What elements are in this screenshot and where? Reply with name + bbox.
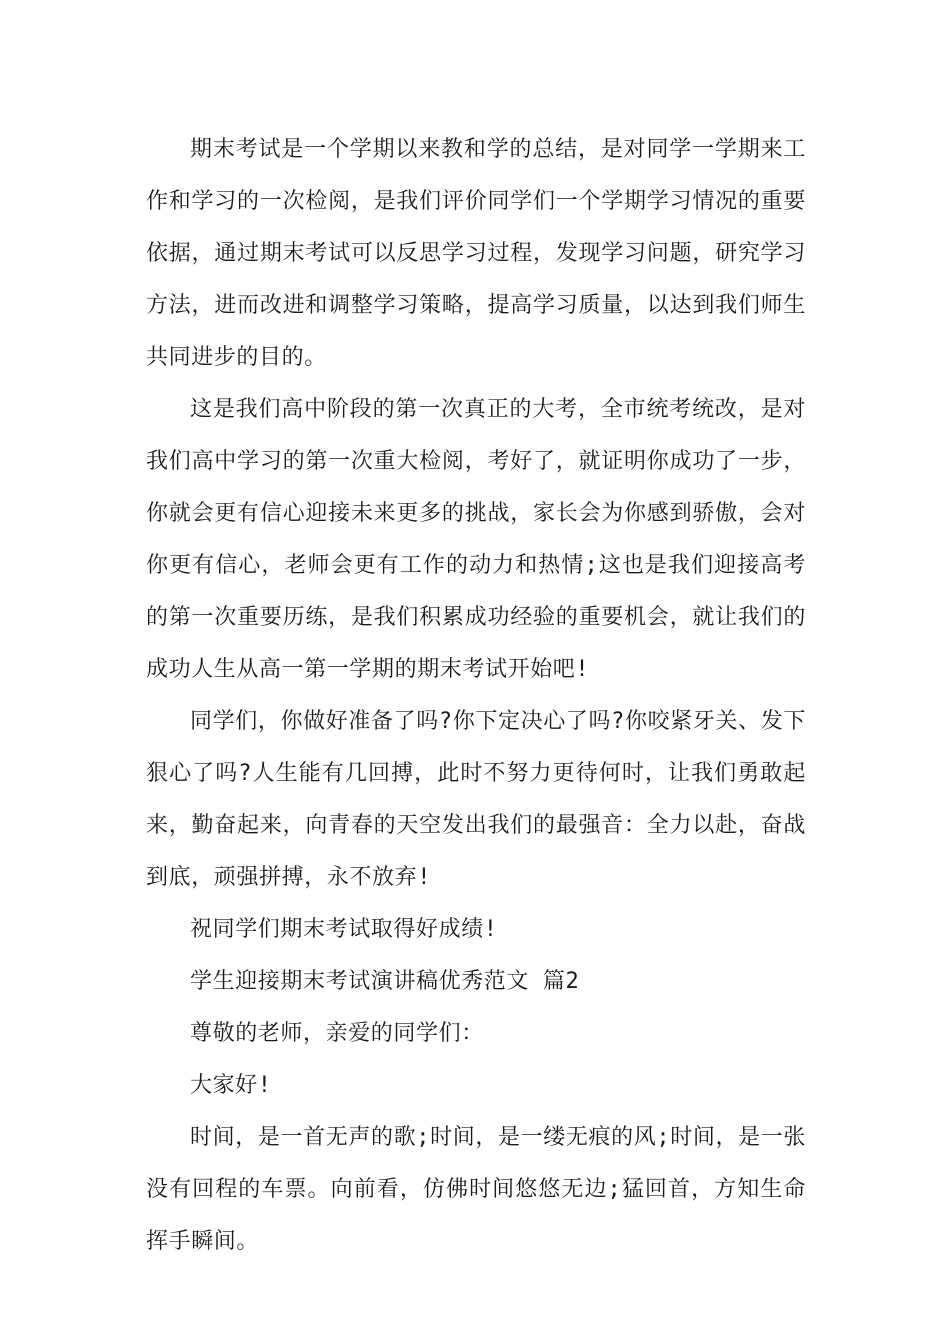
paragraph-greeting: 大家好! (190, 1073, 272, 1098)
document-body (146, 124, 806, 1268)
paragraph-exam-summary: 期末考试是一个学期以来教和学的总结，是对同学一学期来工作和学习的一次检阅，是我们评价同学们一个学期学习情况的重要依据，通过期末考试可以反思学习过程，发现学习问题，研究学习方法，进而改进和调整学习策略，提高学习质量，以达到我们师生共同进步的目的。 (146, 137, 806, 370)
paragraph-first-big-exam: 这是我们高中阶段的第一次真正的大考，全市统考统改，是对我们高中学习的第一次重大检阅，考好了，就证明你成功了一步，你就会更有信心迎接未来更多的挑战，家长会为你感到骄傲，会对你更有信心，老师会更有工作的动力和热情;这也是我们迎接高考的第一次重要历练，是我们积累成功经验的重要机会，就让我们的成功人生从高一第一学期的期末考试开始吧! (146, 397, 806, 682)
paragraph-call-to-action: 同学们，你做好准备了吗?你下定决心了吗?你咬紧牙关、发下狠心了吗?人生能有几回搏，此时不努力更待何时，让我们勇敢起来，勤奋起来，向青春的天空发出我们的最强音：全力以赴，奋战到底，顽强拼搏，永不放弃! (146, 709, 806, 890)
paragraph-salutation: 尊敬的老师，亲爱的同学们： (190, 1021, 484, 1046)
section-heading: 学生迎接期末考试演讲稿优秀范文 篇2 (190, 969, 580, 994)
paragraph-good-wishes: 祝同学们期末考试取得好成绩! (190, 917, 498, 942)
paragraph-time: 时间，是一首无声的歌;时间，是一缕无痕的风;时间，是一张没有回程的车票。向前看，仿佛时间悠悠无边;猛回首，方知生命挥手瞬间。 (146, 1125, 806, 1254)
